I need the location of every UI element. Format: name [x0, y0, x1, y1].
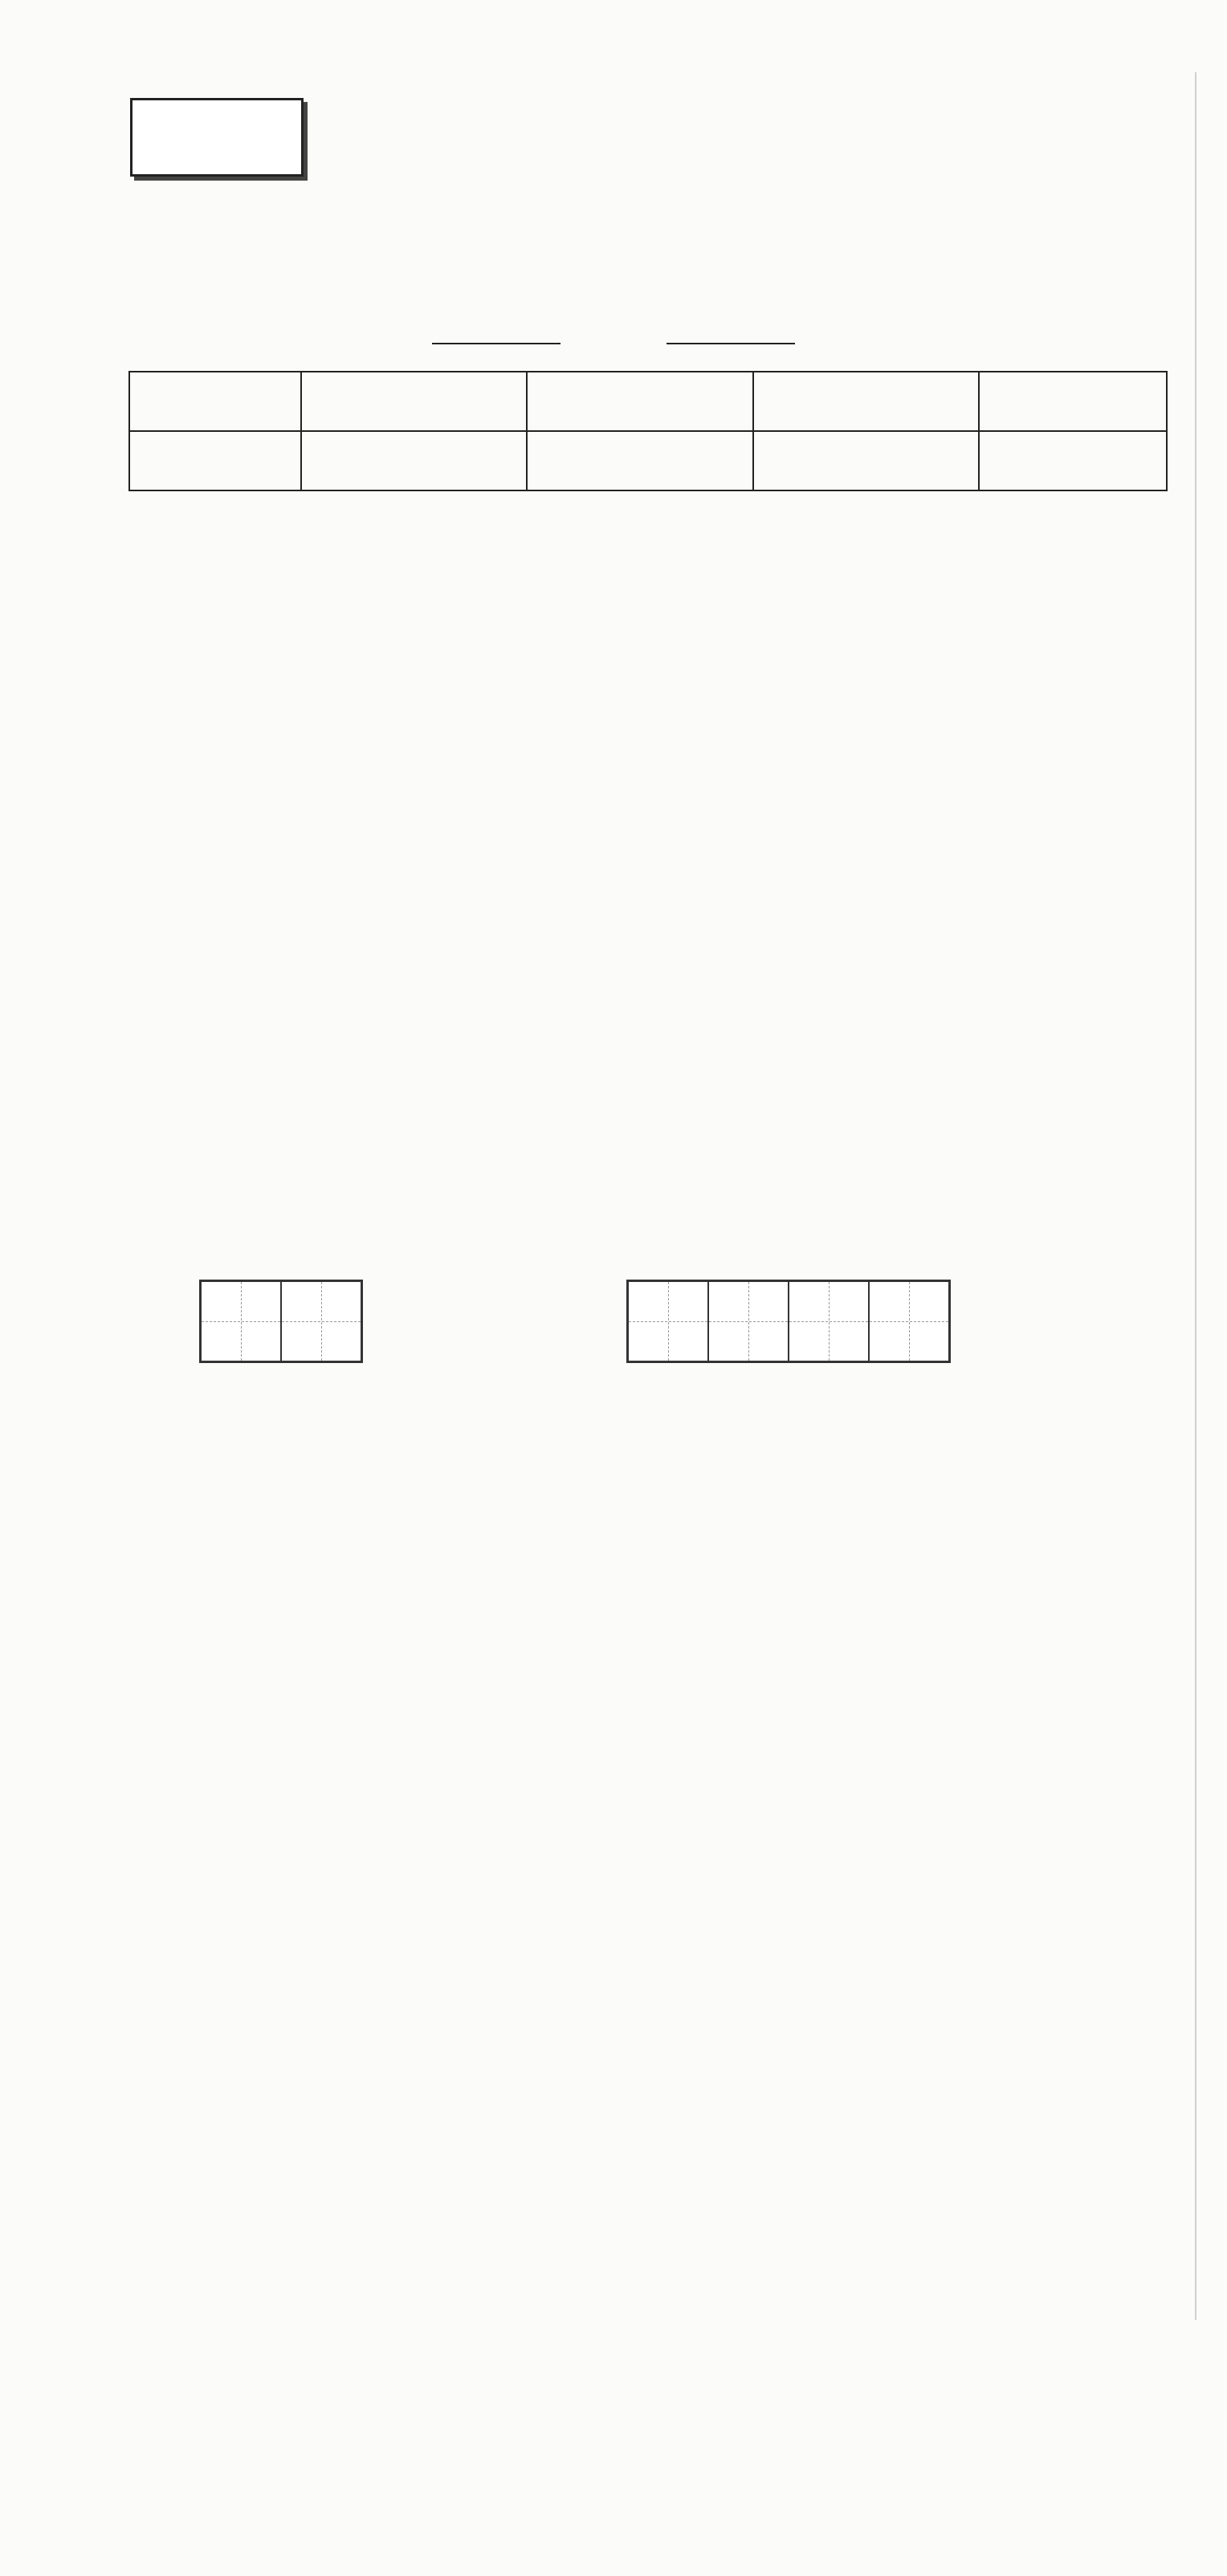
score-header — [979, 372, 1167, 431]
score-table — [128, 371, 1168, 491]
score-header — [753, 372, 979, 431]
grid-cell — [870, 1282, 948, 1361]
score-header — [527, 372, 752, 431]
grid-cell — [629, 1282, 709, 1361]
tianzige-grid — [626, 1280, 951, 1363]
pronunciation-item — [455, 1421, 1171, 1464]
page-edge-line — [1195, 72, 1196, 2320]
grid-cell — [709, 1282, 789, 1361]
region-tag — [130, 98, 304, 177]
tianzige-grid — [199, 1280, 363, 1363]
class-blank — [432, 343, 561, 344]
score-cell — [753, 431, 979, 490]
score-cell — [301, 431, 527, 490]
score-header — [301, 372, 527, 431]
score-header — [129, 372, 301, 431]
score-cell — [979, 431, 1167, 490]
name-blank — [666, 343, 795, 344]
grid-cell — [789, 1282, 870, 1361]
subquestion — [128, 1466, 1171, 1509]
score-row — [129, 431, 1167, 490]
score-header-row — [129, 372, 1167, 431]
grid-cell — [282, 1282, 361, 1361]
score-cell — [527, 431, 752, 490]
score-row-label — [129, 431, 301, 490]
student-info — [0, 319, 1227, 352]
grid-cell — [202, 1282, 282, 1361]
